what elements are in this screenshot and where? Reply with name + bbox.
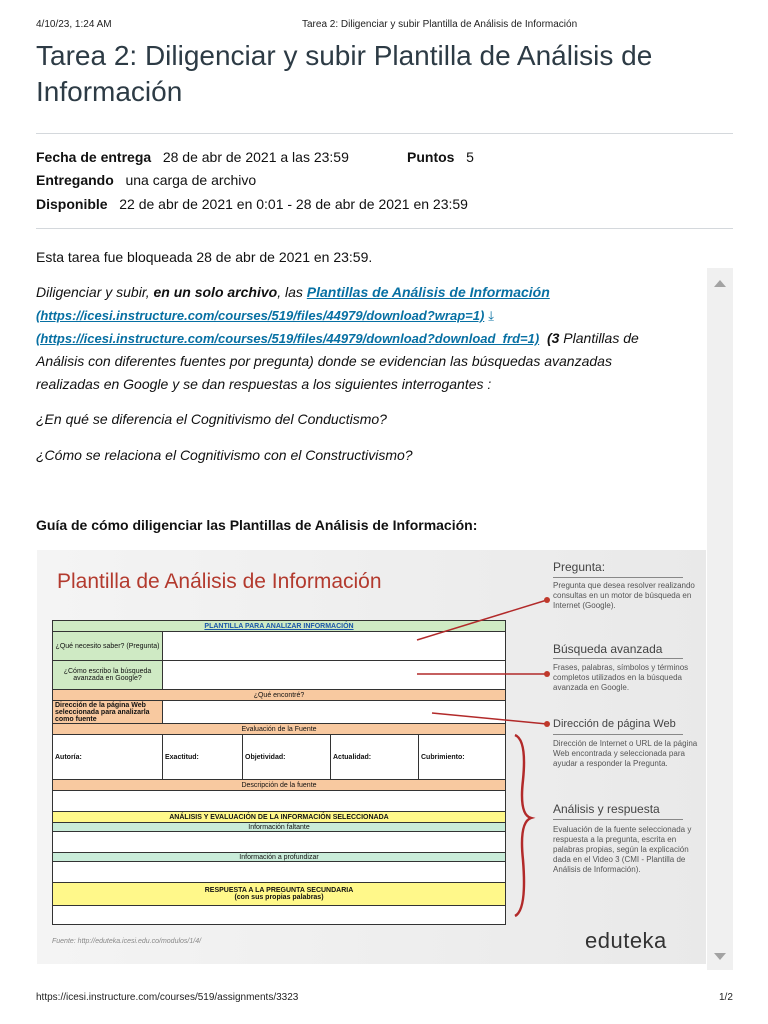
row-question: ¿Qué necesito saber? (Pregunta): [53, 632, 163, 660]
divider: [553, 577, 683, 578]
submitting-row: [36, 172, 256, 188]
due-value: 28 de abr de 2021 a las 23:59: [162, 149, 349, 165]
points-label: Puntos: [407, 149, 455, 165]
side-pregunta-text: Pregunta que desea resolver realizando consultas en un motor de búsqueda en Internet (Google).: [553, 581, 695, 610]
locked-notice: Esta tarea fue bloqueada 28 de abr de 2021 en 23:59.: [36, 249, 373, 265]
question-2: [36, 444, 676, 467]
bullet-icon: [544, 597, 550, 603]
row-eval: Evaluación de la Fuente: [53, 724, 505, 734]
bullet-icon: [544, 671, 550, 677]
row-answer-1: RESPUESTA A LA PREGUNTA SECUNDARIA: [204, 887, 354, 894]
brace-icon: [515, 735, 531, 916]
row-search: ¿Cómo escribo la búsqueda avanzada en Google?: [53, 661, 163, 689]
print-datetime: 4/10/23, 1:24 AM: [36, 19, 112, 30]
rest-1: Plantillas de: [559, 330, 639, 346]
print-header-title: Tarea 2: Diligenciar y subir Plantilla de Análisis de Información: [302, 19, 578, 30]
divider: [36, 133, 733, 134]
divider: [553, 734, 683, 735]
download-link-url[interactable]: (https://icesi.instructure.com/courses/519/files/44979/download?download_frd=1): [36, 331, 540, 346]
eval-col: Exactitud:: [163, 735, 243, 779]
eval-col: Autoría:: [53, 735, 163, 779]
scroll-up-icon[interactable]: [714, 280, 726, 287]
row-found: ¿Qué encontré?: [53, 690, 505, 700]
question-1: [36, 408, 676, 431]
divider: [553, 658, 683, 659]
points-row: [407, 149, 474, 165]
submitting-label: Entregando: [36, 172, 114, 188]
points-value: 5: [466, 149, 474, 165]
eduteka-logo: eduteka: [585, 928, 667, 953]
side-dir-text: Dirección de Internet o URL de la página Web encontrada y seleccionada para ayudar a responder la Pregunta.: [553, 739, 698, 768]
row-desc: Descripción de la fuente: [53, 780, 505, 790]
intro-text-2: , las: [277, 284, 307, 300]
connector-line: [417, 600, 547, 640]
row-url: Dirección de la página Web seleccionada para analizarla como fuente: [53, 701, 163, 723]
table-title: PLANTILLA PARA ANALIZAR INFORMACIÓN: [53, 621, 505, 631]
row-missing: Información faltante: [53, 823, 505, 831]
divider: [553, 819, 683, 820]
row-deepen: Información a profundizar: [53, 853, 505, 861]
scroll-down-icon[interactable]: [714, 953, 726, 960]
print-footer-url: https://icesi.instructure.com/courses/519/assignments/3323: [36, 992, 299, 1003]
question-2-text: ¿Cómo se relaciona el Cognitivismo con el Constructivismo?: [36, 447, 413, 463]
eval-col: Actualidad:: [331, 735, 419, 779]
available-label: Disponible: [36, 196, 108, 212]
due-date-row: [36, 149, 349, 165]
image-title: Plantilla de Análisis de Información: [57, 570, 382, 593]
side-pregunta-heading: Pregunta:: [553, 560, 606, 574]
divider: [36, 228, 733, 229]
side-busqueda-heading: Búsqueda avanzada: [553, 642, 663, 656]
template-guide-image: [37, 550, 706, 964]
image-source: Fuente: http://eduteka.icesi.edu.co/modulos/1/4/: [52, 938, 202, 945]
page-title: Tarea 2: Diligenciar y subir Plantilla de Análisis de Información: [36, 40, 653, 107]
side-dir-heading: Dirección de página Web: [553, 718, 676, 730]
templates-link[interactable]: Plantillas de Análisis de Información: [306, 284, 550, 300]
guide-heading: Guía de cómo diligenciar las Plantillas de Análisis de Información:: [36, 517, 478, 533]
submitting-value: una carga de archivo: [125, 172, 257, 188]
available-row: [36, 196, 468, 212]
due-label: Fecha de entrega: [36, 149, 152, 165]
row-answer-2: (con sus propias palabras): [234, 894, 324, 901]
intro-bold: en un solo archivo: [153, 284, 278, 300]
side-analisis-text: Evaluación de la fuente seleccionada y respuesta a la pregunta, escrita en palabras propias, según la explicación dada en el Video 3 (CMI - Plantilla de Análisis de Información).: [553, 825, 692, 874]
side-analisis-heading: Análisis y respuesta: [553, 802, 660, 816]
rest-2: Análisis con diferentes fuentes por pregunta) donde se evidencian las búsquedas avanzadas: [36, 353, 612, 369]
download-icon[interactable]: ⤓: [488, 308, 494, 323]
templates-link-url[interactable]: (https://icesi.instructure.com/courses/519/files/44979/download?wrap=1): [36, 308, 485, 323]
eval-col: Cubrimiento:: [421, 753, 465, 761]
row-analysis: ANÁLISIS Y EVALUACIÓN DE LA INFORMACIÓN SELECCIONADA: [53, 812, 505, 822]
intro-text: Diligenciar y subir,: [36, 284, 154, 300]
question-1-text: ¿En qué se diferencia el Cognitivismo del Conductismo?: [36, 411, 387, 427]
rest-3: realizadas en Google y se dan respuestas a los siguientes interrogantes :: [36, 376, 492, 392]
assignment-description: [36, 281, 696, 396]
bullet-icon: [544, 721, 550, 727]
eval-col: Objetividad:: [243, 735, 331, 779]
scrollbar[interactable]: [707, 268, 733, 970]
connector-line: [432, 713, 547, 724]
available-value: 22 de abr de 2021 en 0:01 - 28 de abr de 2021 en 23:59: [119, 196, 468, 212]
count-bold: (3: [546, 330, 560, 346]
print-page-number: 1/2: [719, 992, 733, 1003]
side-busqueda-text: Frases, palabras, símbolos y términos completos utilizados en la búsqueda avanzada en Google.: [553, 663, 689, 692]
